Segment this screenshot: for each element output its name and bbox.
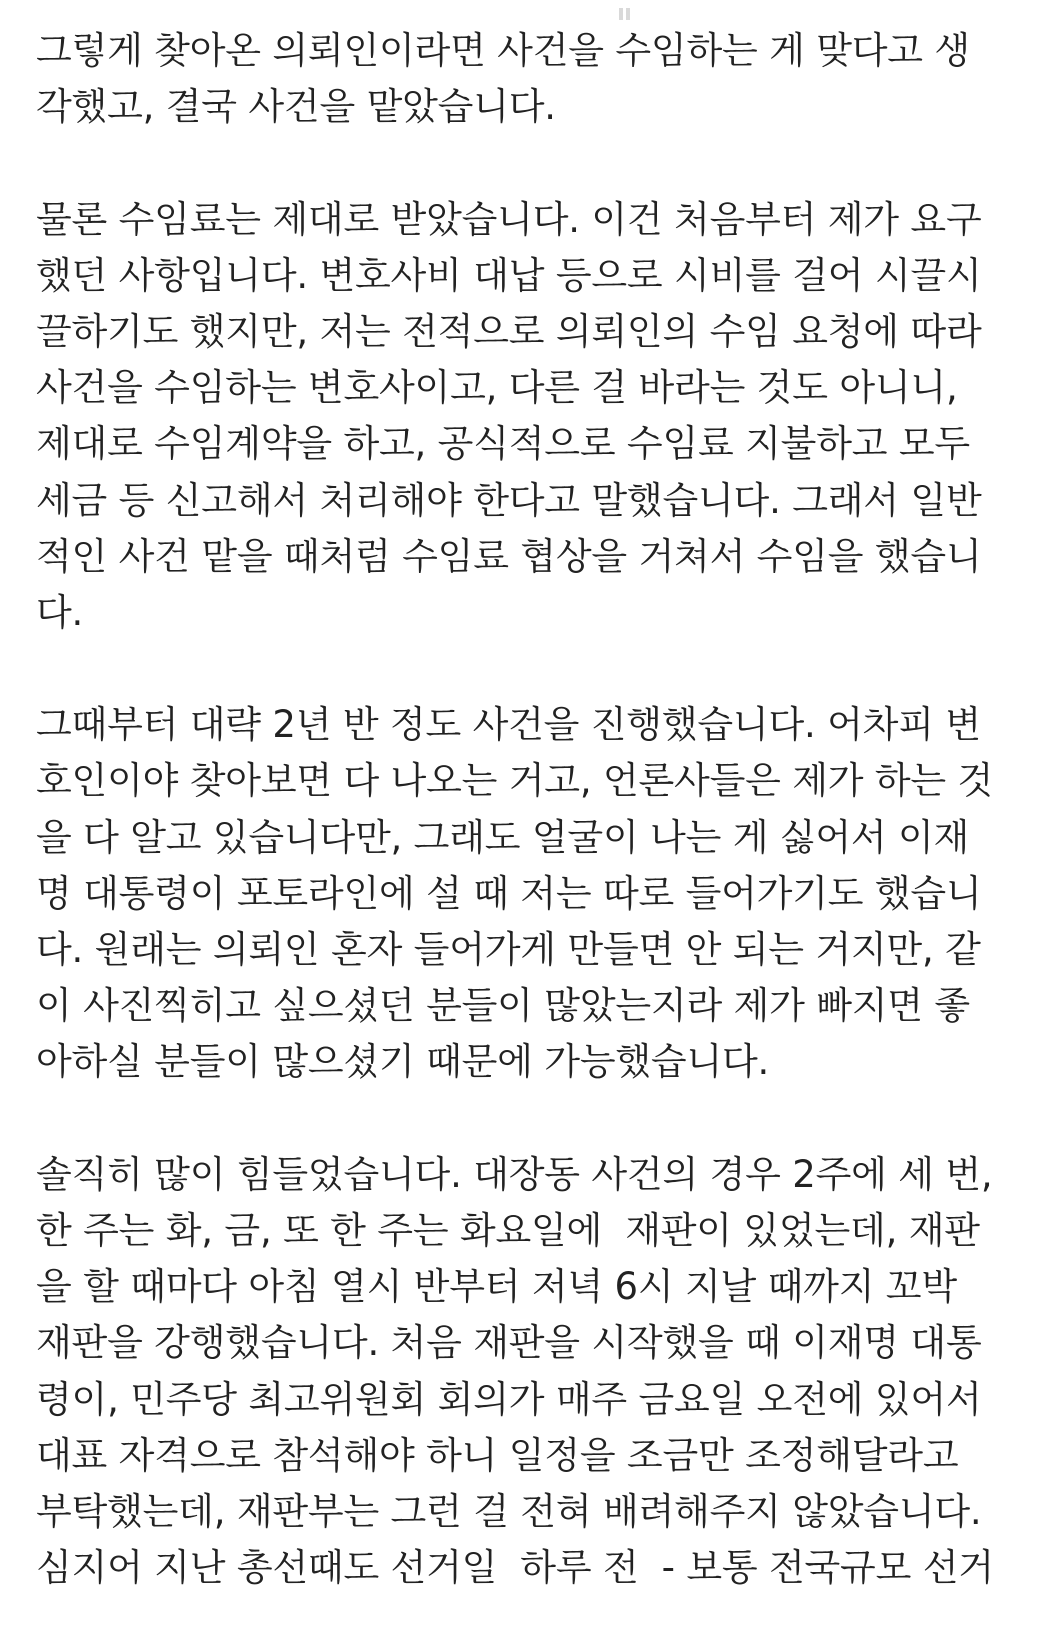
document-body bbox=[36, 23, 1036, 1652]
top-edge-mark bbox=[619, 8, 623, 20]
text-line: 솔직히 많이 힘들었습니다. 대장동 사건의 경우 2주에 세 번, bbox=[36, 1152, 993, 1196]
text-line: 호인이야 찾아보면 다 나오는 거고, 언론사들은 제가 하는 것 bbox=[36, 759, 994, 803]
text-line: 한 주는 화, 금, 또 한 주는 화요일에 재판이 있었는데, 재판 bbox=[36, 1208, 980, 1252]
text-line: 다. 원래는 의뢰인 혼자 들어가게 만들면 안 되는 거지만, 같 bbox=[36, 928, 981, 971]
top-edge-marks bbox=[0, 0, 1051, 20]
text-line: 사건을 수임하는 변호사이고, 다른 걸 바라는 것도 아니니, bbox=[36, 366, 958, 410]
text-line: 명 대통령이 포토라인에 설 때 저는 따로 들어가기도 했습니 bbox=[36, 871, 982, 915]
text-line: 그때부터 대략 2년 반 정도 사건을 진행했습니다. 어차피 변 bbox=[36, 703, 981, 747]
text-line: 아하실 분들이 많으셨기 때문에 가능했습니다. bbox=[36, 1040, 770, 1084]
text-line: 다. bbox=[36, 590, 84, 634]
text-line: 제대로 수임계약을 하고, 공식적으로 수임료 지불하고 모두 bbox=[36, 422, 970, 466]
text-line: 령이, 민주당 최고위원회 회의가 매주 금요일 오전에 있어서 bbox=[36, 1377, 982, 1421]
text-line: 대표 자격으로 참석해야 하니 일정을 조금만 조정해달라고 bbox=[36, 1433, 959, 1477]
text-line: 했던 사항입니다. 변호사비 대납 등으로 시비를 걸어 시끌시 bbox=[36, 253, 982, 297]
text-line: 심지어 지난 총선때도 선거일 하루 전 - 보통 전국규모 선거 bbox=[36, 1546, 994, 1590]
text-line: 물론 수임료는 제대로 받았습니다. 이건 처음부터 제가 요구 bbox=[36, 197, 982, 241]
text-line: 적인 사건 맡을 때처럼 수임료 협상을 거쳐서 수임을 했습니 bbox=[36, 534, 982, 578]
paragraph-4 bbox=[36, 1147, 1036, 1597]
text-line: 을 할 때마다 아침 열시 반부터 저녁 6시 지날 때까지 꼬박 bbox=[36, 1265, 957, 1309]
text-line: 끌하기도 했지만, 저는 전적으로 의뢰인의 수임 요청에 따라 bbox=[36, 309, 982, 353]
paragraph-3 bbox=[36, 697, 1036, 1090]
paragraph-1 bbox=[36, 23, 1036, 135]
text-line: 재판을 강행했습니다. 처음 재판을 시작했을 때 이재명 대통 bbox=[36, 1321, 982, 1365]
text-line: 이 사진찍히고 싶으셨던 분들이 많았는지라 제가 빠지면 좋 bbox=[36, 984, 970, 1028]
text-line: 각했고, 결국 사건을 맡았습니다. bbox=[36, 85, 556, 129]
top-edge-mark bbox=[626, 8, 630, 20]
text-line: 을 다 알고 있습니다만, 그래도 얼굴이 나는 게 싫어서 이재 bbox=[36, 815, 970, 859]
text-line: 세금 등 신고해서 처리해야 한다고 말했습니다. 그래서 일반 bbox=[36, 478, 982, 522]
text-line: 그렇게 찾아온 의뢰인이라면 사건을 수임하는 게 맞다고 생 bbox=[36, 29, 970, 72]
paragraph-2 bbox=[36, 192, 1036, 642]
text-line: 부탁했는데, 재판부는 그런 걸 전혀 배려해주지 않았습니다. bbox=[36, 1489, 982, 1533]
